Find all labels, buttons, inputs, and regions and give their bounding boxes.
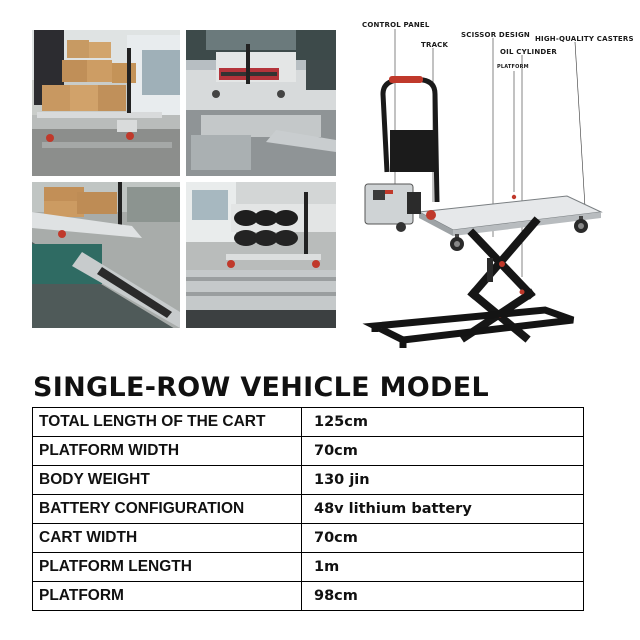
photo-cart-ramp-closeup [32,182,180,328]
callout-oil-cylinder: OIL CYLINDER [500,48,557,56]
spec-table [32,407,584,611]
photo-cart-with-tires [186,182,336,328]
table-row [33,408,584,437]
spec-value: 125cm [302,408,584,437]
table-row [33,437,584,466]
table-row [33,466,584,495]
photo-cart-with-boxes [32,30,180,176]
photo-cart-on-truck-ramp [186,30,336,176]
table-row [33,582,584,611]
callout-scissor-design: SCISSOR DESIGN [461,31,530,39]
spec-label: BATTERY CONFIGURATION [33,495,302,524]
spec-value: 70cm [302,524,584,553]
spec-label: TOTAL LENGTH OF THE CART [33,408,302,437]
callout-platform: PLATFORM [497,64,529,70]
spec-value: 130 jin [302,466,584,495]
callout-high-quality-casters: HIGH-QUALITY CASTERS [535,35,634,43]
table-row [33,524,584,553]
spec-label: CART WIDTH [33,524,302,553]
scissor-lift-cart-diagram [345,12,637,362]
callout-control-panel: CONTROL PANEL [362,21,430,29]
spec-label: BODY WEIGHT [33,466,302,495]
table-row [33,495,584,524]
spec-value: 1m [302,553,584,582]
spec-label: PLATFORM LENGTH [33,553,302,582]
callout-track: TRACK [421,41,449,49]
spec-value: 48v lithium battery [302,495,584,524]
spec-value: 98cm [302,582,584,611]
spec-label: PLATFORM WIDTH [33,437,302,466]
page-title: SINGLE-ROW VEHICLE MODEL [33,372,489,403]
spec-value: 70cm [302,437,584,466]
caster-front [450,234,464,251]
table-row [33,553,584,582]
spec-label: PLATFORM [33,582,302,611]
